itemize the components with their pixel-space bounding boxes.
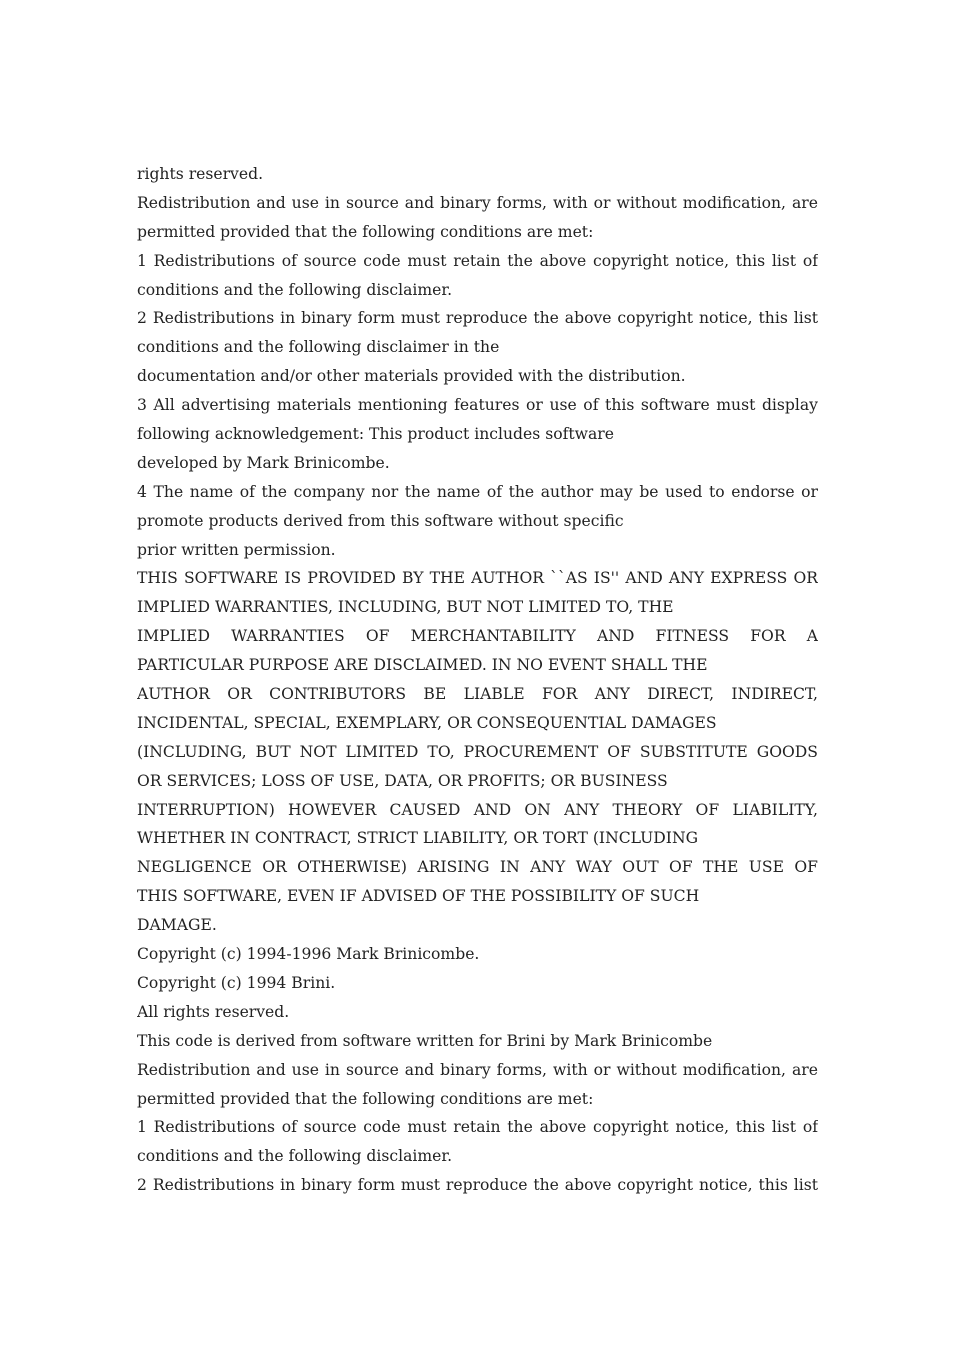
text-line: WHETHER IN CONTRACT, STRICT LIABILITY, OR TORT (INCLUDING [137,829,699,848]
text-line: conditions and the following disclaimer. [137,1147,453,1166]
text-line: 2 Redistributions in binary form must reproduce the above copyright notice, this list [137,1176,818,1195]
text-line: NEGLIGENCE OR OTHERWISE) ARISING IN ANY WAY OUT OF THE USE OF [137,858,818,877]
text-line: permitted provided that the following conditions are met: [137,222,594,241]
text-line: rights reserved. [137,165,264,183]
text-line: IMPLIED WARRANTIES OF MERCHANTABILITY AND FITNESS FOR A [137,627,818,646]
text-line: Copyright (c) 1994 Brini. [137,973,336,992]
text-line: All rights reserved. [137,1002,290,1021]
text-line: DAMAGE. [137,916,217,935]
text-line: (INCLUDING, BUT NOT LIMITED TO, PROCUREMENT OF SUBSTITUTE GOODS [137,742,818,761]
text-line: permitted provided that the following conditions are met: [137,1089,594,1108]
text-line: documentation and/or other materials provided with the distribution. [137,367,686,386]
text-line: THIS SOFTWARE, EVEN IF ADVISED OF THE POSSIBILITY OF SUCH [137,887,700,906]
text-line: AUTHOR OR CONTRIBUTORS BE LIABLE FOR ANY DIRECT, INDIRECT, [137,685,818,704]
text-line: Redistribution and use in source and binary forms, with or without modification, are [137,193,818,212]
text-line: following acknowledgement: This product includes software [137,425,614,444]
text-line: prior written permission. [137,540,336,559]
text-line: 3 All advertising materials mentioning features or use of this software must display [137,396,818,415]
license-text-body [137,160,818,1200]
text-line: conditions and the following disclaimer. [137,280,453,299]
text-line: Redistribution and use in source and binary forms, with or without modification, are [137,1060,818,1079]
text-line: 1 Redistributions of source code must retain the above copyright notice, this list of [137,251,818,270]
text-line: 1 Redistributions of source code must retain the above copyright notice, this list of [137,1118,818,1137]
text-line: INTERRUPTION) HOWEVER CAUSED AND ON ANY THEORY OF LIABILITY, [137,800,818,819]
text-line: 2 Redistributions in binary form must reproduce the above copyright notice, this list [137,309,818,328]
text-line: promote products derived from this software without specific [137,511,624,530]
text-line: developed by Mark Brinicombe. [137,453,390,472]
text-line: Copyright (c) 1994-1996 Mark Brinicombe. [137,945,480,964]
text-line: conditions and the following disclaimer in the [137,338,500,357]
text-line: OR SERVICES; LOSS OF USE, DATA, OR PROFITS; OR BUSINESS [137,771,668,790]
text-line: INCIDENTAL, SPECIAL, EXEMPLARY, OR CONSEQUENTIAL DAMAGES [137,713,717,732]
text-line: This code is derived from software written for Brini by Mark Brinicombe [137,1031,713,1050]
text-line: PARTICULAR PURPOSE ARE DISCLAIMED. IN NO EVENT SHALL THE [137,656,708,675]
text-line: IMPLIED WARRANTIES, INCLUDING, BUT NOT LIMITED TO, THE [137,598,674,617]
text-line: THIS SOFTWARE IS PROVIDED BY THE AUTHOR ``AS IS'' AND ANY EXPRESS OR [137,569,818,588]
text-line: 4 The name of the company nor the name of the author may be used to endorse or [137,482,818,501]
